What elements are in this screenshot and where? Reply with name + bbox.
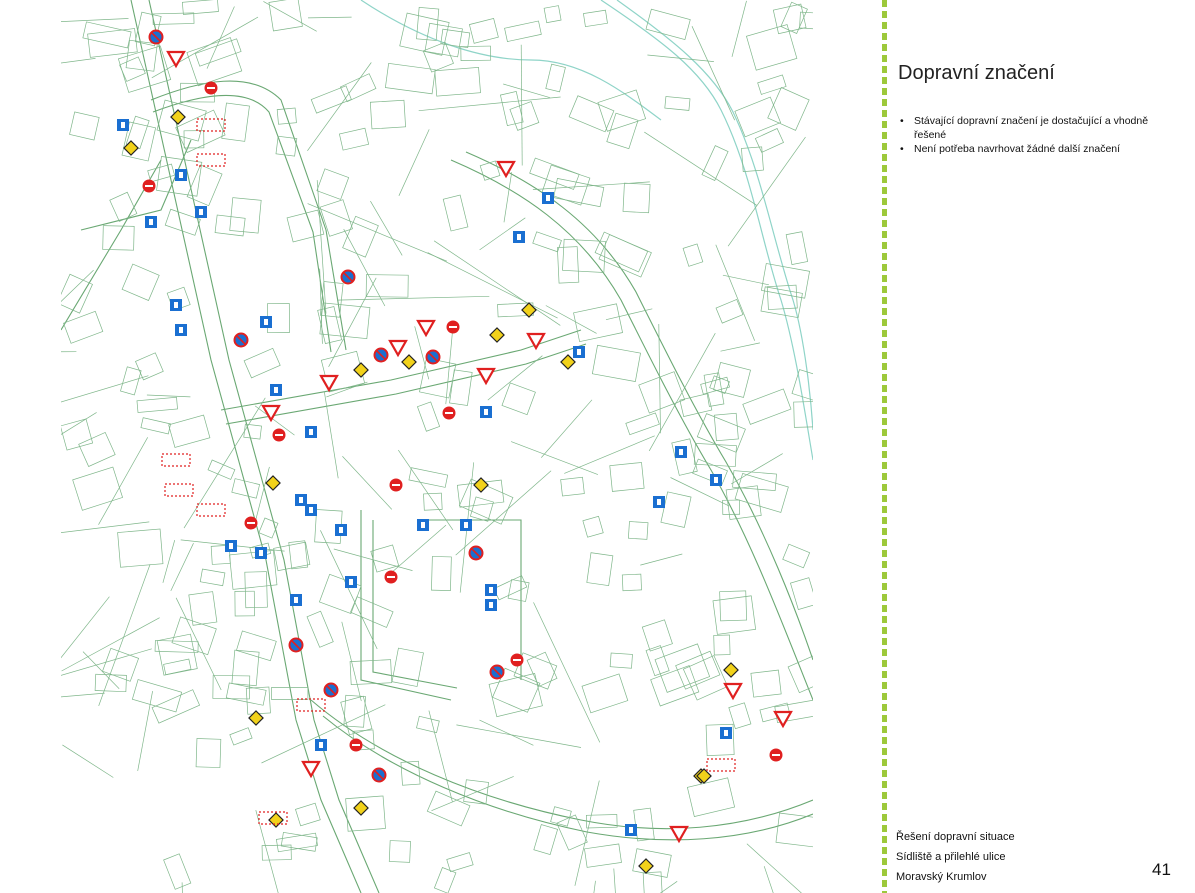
parcel-boundary (152, 17, 258, 78)
parcel-boundary (370, 201, 402, 255)
parcel (502, 383, 535, 415)
parcel (610, 462, 644, 491)
parcel-boundary (342, 456, 391, 509)
parcel (435, 67, 481, 96)
no-entry-icon (447, 321, 460, 334)
parcel (599, 235, 651, 278)
slide-footer (896, 827, 1076, 887)
priority-road-icon (490, 328, 504, 342)
parking-info-icon (710, 474, 722, 486)
parcel-boundary (721, 343, 760, 351)
parcel (783, 544, 810, 568)
restricted-zone-marker (165, 484, 193, 496)
parcel (169, 415, 210, 447)
parking-info-icon (485, 599, 497, 611)
restricted-zone-marker (707, 759, 735, 771)
parcel (781, 2, 808, 33)
restricted-zone-marker (197, 504, 225, 516)
parcel-boundary (534, 602, 600, 742)
priority-road-icon (474, 478, 488, 492)
parcel-boundary (262, 705, 386, 763)
parcel (232, 650, 259, 686)
parcel (720, 591, 747, 621)
parcel (713, 596, 756, 635)
parcel (73, 467, 123, 510)
parcel-boundary (764, 866, 784, 893)
parcel-boundary (399, 129, 429, 195)
parcel (447, 853, 473, 872)
parcel (557, 247, 578, 283)
priority-road-icon (124, 141, 138, 155)
parcel (595, 232, 648, 272)
parcel-boundary (429, 711, 453, 802)
parcel (371, 545, 399, 572)
parcel (366, 275, 408, 298)
parcel (598, 90, 646, 131)
parcel (88, 29, 138, 58)
parcel (229, 550, 277, 589)
parcel (788, 649, 813, 693)
parcel-boundary (432, 776, 514, 810)
parcel (79, 432, 116, 466)
parcel (574, 304, 623, 342)
parcels (61, 0, 813, 893)
give-way-icon (725, 684, 741, 698)
no-parking-icon (491, 666, 504, 679)
parcel (628, 522, 648, 540)
parking-info-icon (225, 540, 237, 552)
parcel-boundary (61, 58, 95, 71)
priority-road-icon (269, 813, 283, 827)
parcel (244, 424, 262, 439)
parcel-boundary (147, 395, 191, 397)
parcel (773, 4, 806, 34)
parcel-boundary (176, 598, 221, 690)
parcel (232, 479, 260, 499)
parcel-boundary (434, 241, 560, 326)
parcel (245, 572, 268, 608)
no-parking-icon (325, 684, 338, 697)
priority-road-icon (522, 303, 536, 317)
parcel-boundary (83, 652, 119, 689)
parcel (646, 9, 690, 39)
parcel (141, 418, 171, 434)
parcel (680, 394, 712, 417)
parcel (164, 854, 191, 889)
parcel-boundary (419, 97, 561, 111)
parcel (103, 226, 134, 251)
parcel-boundary (446, 332, 453, 404)
parcel (427, 791, 470, 826)
parking-info-icon (170, 299, 182, 311)
parcel (311, 86, 351, 113)
parcel (196, 739, 221, 768)
parking-info-icon (175, 324, 187, 336)
parcel-boundary (692, 26, 735, 120)
parcel (480, 161, 500, 180)
parcel (587, 553, 613, 586)
parcel (544, 6, 561, 23)
parcel (423, 42, 453, 72)
parcel-boundary (747, 844, 813, 893)
parking-info-icon (653, 496, 665, 508)
no-parking-icon (342, 271, 355, 284)
restricted-zone-marker (162, 454, 190, 466)
parcel (582, 674, 628, 713)
parcel (152, 690, 200, 723)
parcel-boundary (644, 132, 757, 205)
parking-info-icon (573, 346, 585, 358)
parking-info-icon (345, 576, 357, 588)
parking-info-icon (117, 119, 129, 131)
parcel (441, 29, 470, 47)
parcel (510, 102, 539, 131)
parcel (262, 845, 291, 860)
parcel-boundary (541, 400, 592, 458)
parcel (187, 165, 222, 206)
parcel (172, 617, 216, 655)
no-parking-icon (375, 349, 388, 362)
parcel-boundary (614, 869, 617, 893)
parcel (244, 348, 280, 378)
no-entry-icon (443, 407, 456, 420)
parcel (235, 591, 255, 616)
parcel (95, 674, 126, 691)
parcel-boundary (533, 182, 650, 190)
parking-info-icon (720, 727, 732, 739)
parcel-boundary (503, 84, 550, 98)
parcel (623, 183, 650, 213)
parcel (226, 683, 266, 705)
footer-line: Řešení dopravní situace (896, 831, 1015, 843)
parcel-boundary (428, 253, 558, 319)
parcel (661, 492, 691, 528)
parcel (768, 87, 809, 130)
parcel-boundary (456, 725, 581, 748)
parcel (469, 18, 498, 43)
parcel-boundary (163, 540, 175, 583)
parcel (761, 264, 809, 299)
parcel (716, 299, 743, 323)
parking-info-icon (460, 519, 472, 531)
parcel (400, 13, 449, 55)
parcel (450, 370, 473, 406)
parcel (676, 651, 720, 689)
parcel (733, 471, 777, 491)
parcel (230, 198, 261, 233)
parcel (687, 778, 734, 817)
no-entry-icon (511, 654, 524, 667)
parcel-boundary (182, 882, 185, 893)
parcel (61, 419, 93, 450)
parcel-boundary (99, 437, 148, 524)
parcel-boundary (337, 296, 489, 300)
parcel-boundary (732, 1, 747, 57)
give-way-icon (775, 712, 791, 726)
parcel (103, 648, 139, 681)
parcel-boundary (647, 55, 714, 62)
parcel (505, 21, 542, 42)
parcel-boundary (504, 172, 512, 222)
parcel (569, 96, 614, 132)
parcel (489, 673, 542, 716)
page-number: 41 (1152, 860, 1171, 879)
parcel (607, 113, 638, 149)
parcel (307, 611, 333, 647)
no-entry-icon (390, 479, 403, 492)
give-way-icon (390, 341, 406, 355)
give-way-icon (418, 321, 434, 335)
parcel (584, 844, 621, 867)
parcel (61, 274, 92, 313)
parcel (527, 652, 557, 686)
parcel-boundary (488, 356, 543, 400)
parcel-boundary (61, 376, 148, 412)
parcel (346, 796, 386, 831)
parcel (697, 414, 745, 453)
parking-info-icon (335, 524, 347, 536)
parcel (729, 703, 751, 729)
parcel (561, 477, 585, 496)
parcel (592, 345, 640, 381)
parking-info-icon (480, 406, 492, 418)
parcel (633, 849, 672, 878)
parcel (417, 402, 439, 431)
parcel (236, 631, 276, 661)
give-way-icon (528, 334, 544, 348)
no-parking-icon (235, 334, 248, 347)
slide-divider (882, 0, 887, 893)
parcel (350, 597, 393, 628)
parcel (790, 578, 813, 610)
give-way-icon (321, 376, 337, 390)
parcel (424, 493, 443, 510)
footer-line: Moravský Krumlov (896, 871, 987, 883)
parcel (137, 397, 178, 412)
parcel-boundary (511, 442, 598, 475)
parcel (417, 716, 440, 732)
parking-info-icon (485, 584, 497, 596)
parcel (470, 497, 493, 521)
parcel (164, 659, 191, 675)
parcel (230, 728, 252, 745)
parcel-boundary (61, 19, 129, 23)
traffic-signs (117, 31, 791, 874)
parcel (184, 131, 204, 148)
parcel (153, 13, 194, 25)
parcel (122, 264, 159, 300)
no-entry-icon (245, 517, 258, 530)
bullet-item: • Není potřeba navrhovat žádné další značení (898, 142, 1183, 156)
parking-info-icon (255, 547, 267, 559)
parcel (534, 825, 558, 855)
priority-road-icon (639, 859, 653, 873)
parcel (583, 10, 607, 26)
priority-road-icon (724, 663, 738, 677)
parcel-boundary (344, 229, 385, 306)
parcel (551, 807, 572, 826)
parcel (269, 0, 302, 31)
traffic-sign-map[interactable] (61, 0, 813, 893)
parcel-boundary (590, 881, 596, 893)
give-way-icon (168, 52, 184, 66)
parcel (370, 100, 405, 129)
parcel (646, 646, 669, 676)
parcel (643, 872, 662, 893)
priority-road-icon (354, 363, 368, 377)
bullet-item: • Stávající dopravní značení je dostačující a vhodně řešené (898, 114, 1183, 142)
parking-info-icon (260, 316, 272, 328)
parcel (583, 516, 603, 537)
parcel (189, 592, 217, 626)
give-way-icon (478, 369, 494, 383)
parcel-boundary (99, 564, 150, 706)
parking-info-icon (305, 426, 317, 438)
parcel (626, 413, 660, 435)
parking-info-icon (675, 446, 687, 458)
parcel-boundary (61, 649, 152, 690)
parcel-boundary (480, 720, 534, 745)
parcel (208, 460, 235, 479)
parcel (295, 803, 320, 826)
parcel-boundary (389, 525, 446, 575)
parcel (385, 63, 435, 93)
roads (61, 0, 813, 893)
parcel (339, 128, 368, 150)
parcel (222, 103, 250, 141)
parcel (743, 389, 791, 424)
no-parking-icon (290, 639, 303, 652)
give-way-icon (303, 762, 319, 776)
parcel (530, 158, 579, 189)
parcel (755, 128, 783, 152)
parcel (622, 574, 641, 591)
no-entry-icon (770, 749, 783, 762)
parking-info-icon (625, 824, 637, 836)
priority-road-icon (402, 355, 416, 369)
parcel (118, 529, 163, 567)
parcel (126, 40, 157, 71)
parcel (694, 443, 736, 466)
restricted-zone-marker (197, 154, 225, 166)
parcel-boundary (398, 450, 453, 530)
bullet-list (898, 114, 1183, 156)
parcel (83, 22, 131, 48)
footer-line: Sídliště a přilehlé ulice (896, 851, 1006, 863)
parcel (800, 12, 813, 29)
parcel (751, 670, 781, 697)
parcel (389, 841, 410, 863)
parcel-boundary (61, 522, 149, 533)
no-parking-icon (150, 31, 163, 44)
parking-info-icon (145, 216, 157, 228)
parking-info-icon (542, 192, 554, 204)
parcel (546, 64, 566, 92)
parcel (431, 556, 451, 590)
no-parking-icon (373, 769, 386, 782)
parcel (187, 38, 242, 86)
give-way-icon (671, 827, 687, 841)
parcel-boundary (521, 45, 522, 166)
parcel (554, 178, 604, 206)
parcel-boundary (307, 63, 371, 151)
parcel (132, 680, 181, 712)
priority-road-icon (249, 711, 263, 725)
parking-info-icon (513, 231, 525, 243)
parking-info-icon (417, 519, 429, 531)
no-entry-icon (350, 739, 363, 752)
parcel (665, 96, 690, 110)
parcel (714, 413, 738, 440)
no-entry-icon (143, 180, 156, 193)
priority-road-icon (171, 110, 185, 124)
parcel-boundary (564, 436, 654, 474)
parcel (714, 362, 751, 397)
parking-info-icon (195, 206, 207, 218)
parcel (320, 200, 352, 237)
page-title: Dopravní značení (898, 62, 1055, 84)
parcel (401, 761, 420, 785)
no-parking-icon (470, 547, 483, 560)
no-entry-icon (273, 429, 286, 442)
parcel (182, 0, 218, 14)
parking-info-icon (270, 384, 282, 396)
parcel (702, 146, 728, 181)
map-canvas (61, 0, 813, 893)
parcel (409, 468, 448, 488)
parcel (683, 244, 703, 266)
parcel-boundary (62, 745, 113, 778)
parcel-boundary (171, 543, 194, 591)
parcel-boundary (62, 618, 160, 671)
parcel (714, 635, 730, 655)
priority-road-icon (266, 476, 280, 490)
parcel (443, 195, 468, 231)
parcel-boundary (716, 245, 755, 341)
parcel (610, 653, 632, 668)
parcel-boundary (317, 180, 326, 314)
parcel (317, 169, 349, 200)
priority-road-icon (354, 801, 368, 815)
parcel (213, 675, 250, 699)
parcel (786, 232, 808, 265)
parking-info-icon (175, 169, 187, 181)
parcel-boundary (61, 693, 105, 700)
parking-info-icon (295, 494, 307, 506)
give-way-icon (263, 406, 279, 420)
parcel-boundary (609, 881, 678, 893)
parcel-boundary (640, 554, 682, 565)
no-entry-icon (385, 571, 398, 584)
parcel (639, 372, 685, 413)
parcel (287, 210, 324, 242)
parcel (70, 112, 100, 140)
parking-info-icon (315, 739, 327, 751)
parcel (651, 666, 699, 706)
parcel-boundary (606, 309, 652, 320)
parcel (776, 813, 813, 847)
no-entry-icon (205, 82, 218, 95)
priority-road-icon (561, 355, 575, 369)
parcel (758, 75, 786, 94)
parcel (200, 569, 225, 586)
parcel-boundary (308, 17, 352, 18)
no-parking-icon (427, 351, 440, 364)
parcel (120, 57, 146, 82)
parking-info-icon (290, 594, 302, 606)
parcel-boundary (731, 454, 783, 484)
